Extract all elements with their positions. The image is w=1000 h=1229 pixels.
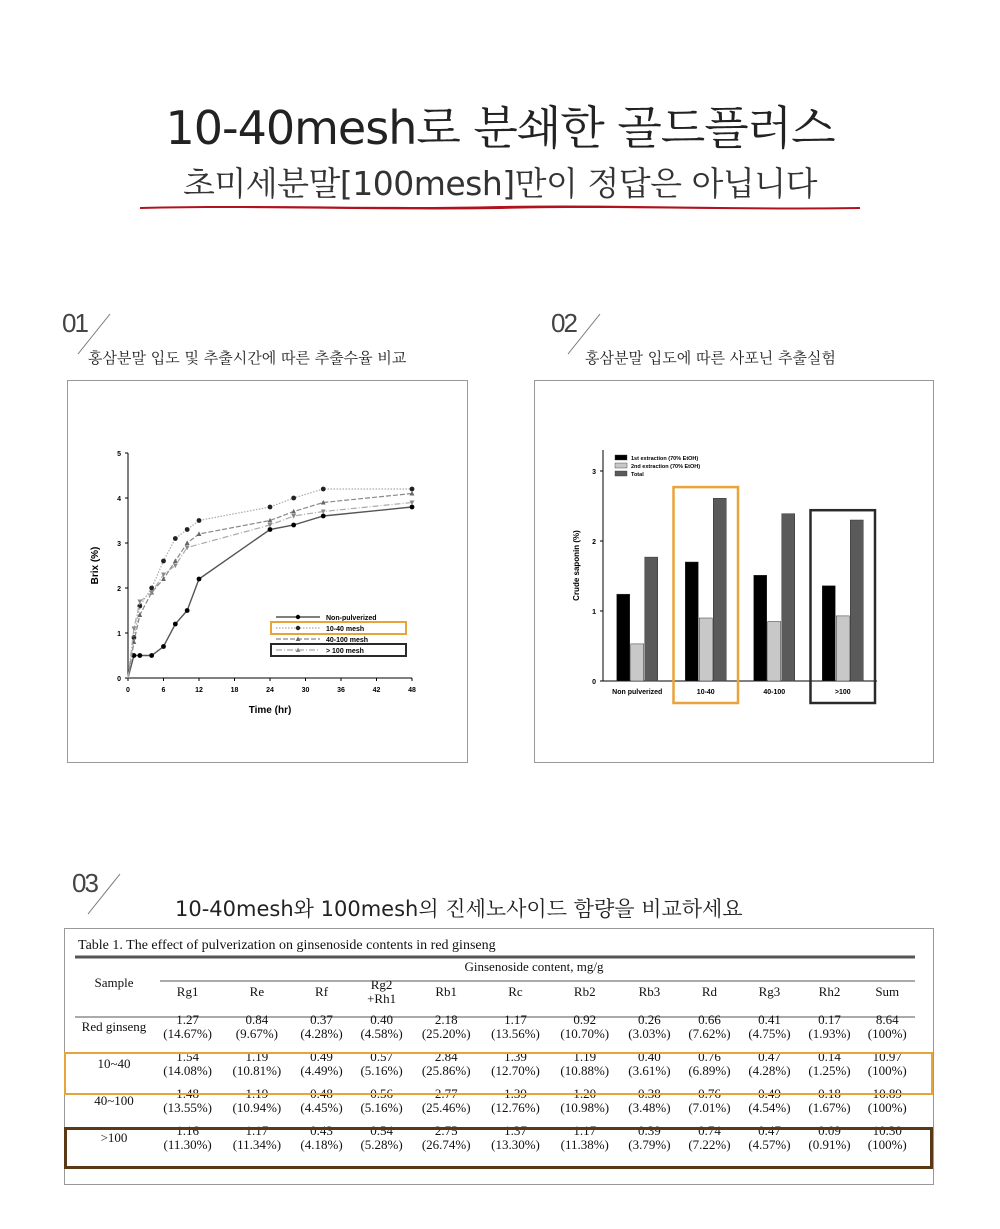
percent: (13.55%) — [163, 1099, 212, 1115]
value: 0.92 — [573, 1011, 597, 1027]
column-header: Re — [249, 983, 265, 999]
legend-label: Non-pulverized — [326, 615, 377, 622]
column-header: Rh2 — [818, 983, 841, 999]
value: 0.43 — [310, 1122, 333, 1138]
percent: (25.46%) — [421, 1099, 471, 1115]
value: 2.18 — [434, 1011, 458, 1027]
y-tick-label: 2 — [592, 539, 596, 546]
percent: (3.61%) — [628, 1062, 671, 1078]
legend-label: 1st extraction (70% EtOH) — [631, 456, 699, 462]
x-tick-label: 12 — [195, 687, 203, 694]
column-header: Rg2 +Rh1 — [367, 976, 397, 1006]
value: 2.75 — [434, 1122, 458, 1138]
value: 10.30 — [872, 1122, 902, 1138]
percent: (10.94%) — [232, 1099, 282, 1115]
x-tick-label: 18 — [230, 687, 239, 694]
table-header-row — [75, 958, 915, 975]
value-cell — [292, 1008, 352, 1045]
value: 0.39 — [638, 1122, 661, 1138]
y-tick-label: 0 — [592, 679, 596, 686]
percent: (12.76%) — [491, 1099, 540, 1115]
value: 0.09 — [818, 1122, 841, 1138]
column-header: Rf — [315, 983, 329, 999]
y-axis-label: Brix (%) — [90, 546, 101, 585]
value: 0.49 — [758, 1085, 781, 1101]
percent: (1.93%) — [808, 1025, 851, 1041]
x-category-label: Non pulverized — [612, 689, 663, 696]
percent: (4.49%) — [300, 1062, 343, 1078]
x-tick-label: 24 — [266, 687, 274, 694]
page-title: 10-40mesh로 분쇄한 골드플러스 — [165, 101, 835, 155]
value-cell — [153, 1008, 222, 1045]
value: 0.47 — [758, 1122, 781, 1138]
table-row — [75, 1008, 915, 1045]
percent: (12.70%) — [491, 1062, 540, 1078]
value: 0.74 — [698, 1122, 721, 1138]
value: 0.38 — [638, 1085, 661, 1101]
x-tick-label: 30 — [301, 687, 310, 694]
sample-cell: 40~100 — [94, 1092, 134, 1108]
y-tick-label: 2 — [117, 586, 121, 593]
value: 1.19 — [245, 1048, 269, 1064]
percent: (3.79%) — [628, 1136, 671, 1152]
column-header: Rg1 — [176, 983, 199, 999]
value: 1.54 — [176, 1048, 199, 1064]
percent: (7.01%) — [688, 1099, 731, 1115]
value: 8.64 — [875, 1011, 899, 1027]
value: 1.16 — [176, 1122, 199, 1138]
percent: (25.86%) — [421, 1062, 471, 1078]
table-title: Table 1. The effect of pulverization on ginsenoside contents in red ginseng — [78, 938, 496, 953]
percent: (4.75%) — [748, 1025, 791, 1041]
value: 1.48 — [176, 1085, 199, 1101]
percent: (13.56%) — [491, 1025, 540, 1041]
legend-label: 2nd extraction (70% EtOH) — [631, 464, 701, 470]
value-cell — [352, 1008, 412, 1045]
percent: (14.08%) — [163, 1062, 212, 1078]
percent: (1.25%) — [808, 1062, 851, 1078]
value: 1.39 — [504, 1085, 527, 1101]
value: 0.48 — [310, 1085, 333, 1101]
percent: (6.89%) — [688, 1062, 731, 1078]
sample-cell: Red ginseng — [81, 1018, 147, 1034]
percent: (14.67%) — [163, 1025, 212, 1041]
table-column-row — [75, 975, 915, 1008]
value: 0.37 — [310, 1011, 333, 1027]
legend-label: > 100 mesh — [326, 648, 364, 655]
x-tick-label: 48 — [408, 687, 416, 694]
highlight-box-10-40 — [64, 1048, 933, 1095]
legend-label: 40-100 mesh — [326, 637, 369, 644]
y-tick-label: 3 — [117, 541, 121, 548]
percent: (4.54%) — [748, 1099, 791, 1115]
percent: (100%) — [867, 1062, 907, 1078]
value: 0.84 — [245, 1011, 269, 1027]
value: 1.17 — [573, 1122, 597, 1138]
value: 0.40 — [638, 1048, 661, 1064]
percent: (100%) — [867, 1136, 907, 1152]
percent: (4.28%) — [748, 1062, 791, 1078]
row-header: Sample — [94, 975, 134, 990]
y-axis-label: Crude saponin (%) — [572, 530, 581, 601]
value: 10.89 — [872, 1085, 902, 1101]
value: 10.97 — [872, 1048, 902, 1064]
percent: (4.45%) — [300, 1099, 343, 1115]
x-tick-label: 36 — [337, 687, 345, 694]
y-tick-label: 0 — [117, 676, 121, 683]
y-tick-label: 1 — [592, 609, 596, 616]
percent: (9.67%) — [235, 1025, 279, 1041]
x-tick-label: 42 — [372, 687, 381, 694]
percent: (10.81%) — [232, 1062, 282, 1078]
section-number-2: 02 — [551, 308, 576, 338]
value-cell — [481, 1008, 550, 1045]
y-tick-label: 1 — [117, 631, 121, 638]
value: 1.39 — [504, 1048, 527, 1064]
percent: (4.18%) — [300, 1136, 343, 1152]
column-header: Rd — [701, 983, 718, 999]
value: 0.18 — [818, 1085, 841, 1101]
value: 1.37 — [504, 1122, 527, 1138]
value: 1.17 — [245, 1122, 269, 1138]
percent: (13.30%) — [491, 1136, 540, 1152]
percent: (5.28%) — [360, 1136, 403, 1152]
y-tick-label: 4 — [117, 496, 121, 503]
sample-cell: 10~40 — [97, 1055, 131, 1071]
value: 0.56 — [370, 1085, 393, 1101]
y-tick-label: 3 — [592, 469, 596, 476]
chart1-caption: 홍삼분말 입도 및 추출시간에 따른 추출수율 비교 — [88, 349, 407, 367]
group-header: Ginsenoside content, mg/g — [464, 958, 604, 974]
percent: (10.70%) — [560, 1025, 610, 1041]
percent: (1.67%) — [808, 1099, 851, 1115]
x-tick-label: 0 — [126, 687, 130, 694]
value: 0.47 — [758, 1048, 781, 1064]
value-cell — [739, 1008, 799, 1045]
chart2-caption: 홍삼분말 입도에 따른 사포닌 추출실험 — [585, 349, 836, 367]
value: 0.76 — [698, 1085, 721, 1101]
value: 1.17 — [504, 1011, 527, 1027]
value: 1.19 — [245, 1085, 269, 1101]
percent: (10.98%) — [560, 1099, 610, 1115]
column-header: Sum — [875, 983, 900, 999]
value: 0.76 — [698, 1048, 721, 1064]
legend-label: 10-40 mesh — [326, 626, 365, 633]
percent: (7.22%) — [688, 1136, 731, 1152]
value: 1.27 — [176, 1011, 199, 1027]
value: 0.66 — [698, 1011, 721, 1027]
x-tick-label: 6 — [161, 687, 166, 694]
percent: (5.16%) — [360, 1099, 403, 1115]
value-cell — [550, 1008, 619, 1045]
percent: (4.28%) — [300, 1025, 343, 1041]
percent: (4.57%) — [748, 1136, 791, 1152]
value: 0.54 — [370, 1122, 393, 1138]
percent: (3.48%) — [628, 1099, 671, 1115]
x-category-label: >100 — [834, 689, 851, 696]
value-cell — [412, 1008, 481, 1045]
column-header: Rc — [508, 983, 523, 999]
value: 0.14 — [818, 1048, 841, 1064]
column-header: Rb2 — [573, 983, 596, 999]
y-tick-label: 5 — [117, 451, 121, 458]
value: 1.19 — [573, 1048, 597, 1064]
value: 1.20 — [573, 1085, 597, 1101]
section-number-3: 03 — [72, 868, 97, 898]
percent: (11.34%) — [232, 1136, 282, 1152]
percent: (3.03%) — [628, 1025, 671, 1041]
percent: (4.58%) — [360, 1025, 403, 1041]
page-subtitle: 초미세분말[100mesh]만이 정답은 아닙니다 — [182, 164, 818, 203]
value: 0.40 — [370, 1011, 393, 1027]
percent: (5.16%) — [360, 1062, 403, 1078]
column-header: Rb3 — [638, 983, 661, 999]
percent: (11.38%) — [560, 1136, 609, 1152]
column-header: Rg3 — [758, 983, 781, 999]
value-cell — [799, 1008, 859, 1045]
section-number-1: 01 — [62, 308, 87, 338]
value-cell — [679, 1008, 739, 1045]
value: 0.41 — [758, 1011, 781, 1027]
percent: (0.91%) — [808, 1136, 851, 1152]
percent: (25.20%) — [421, 1025, 471, 1041]
value: 0.26 — [638, 1011, 661, 1027]
percent: (26.74%) — [421, 1136, 471, 1152]
percent: (100%) — [867, 1025, 907, 1041]
value: 2.77 — [434, 1085, 458, 1101]
percent: (10.88%) — [560, 1062, 610, 1078]
x-category-label: 40-100 — [763, 689, 786, 696]
legend-label: Total — [631, 472, 644, 478]
percent: (11.30%) — [163, 1136, 212, 1152]
table-caption: 10-40mesh와 100mesh의 진세노사이드 함량을 비교하세요 — [175, 897, 743, 921]
value: 0.17 — [818, 1011, 841, 1027]
value: 0.57 — [370, 1048, 393, 1064]
value-cell — [860, 1008, 915, 1045]
percent: (100%) — [867, 1099, 907, 1115]
highlight-box-over-100 — [64, 1127, 933, 1169]
column-header: Rb1 — [435, 983, 458, 999]
x-category-label: 10-40 — [696, 689, 715, 696]
x-axis-label: Time (hr) — [248, 705, 292, 716]
sample-cell: >100 — [100, 1129, 128, 1145]
value: 2.84 — [434, 1048, 458, 1064]
value-cell — [222, 1008, 291, 1045]
percent: (7.62%) — [688, 1025, 731, 1041]
value-cell — [619, 1008, 679, 1045]
value: 0.49 — [310, 1048, 333, 1064]
